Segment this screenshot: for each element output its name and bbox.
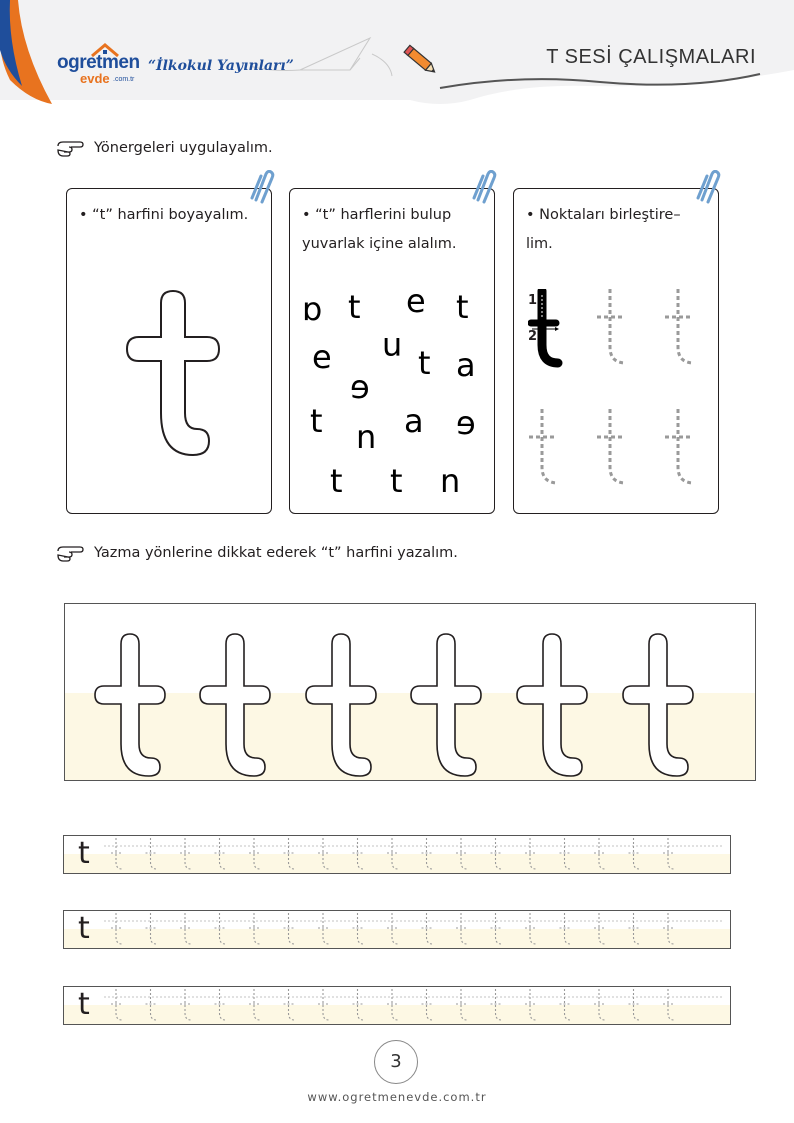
scatter-letter[interactable]: n: [356, 418, 377, 456]
trace-letter-t[interactable]: [200, 634, 270, 776]
dotted-letter-t[interactable]: [662, 287, 702, 369]
dotted-letter-t[interactable]: [249, 838, 260, 869]
paper-clip-icon: [696, 170, 722, 204]
dotted-letter-t[interactable]: [353, 838, 364, 869]
dotted-letter-t[interactable]: [249, 989, 260, 1020]
dotted-letter-t[interactable]: [353, 989, 364, 1020]
pencil-icon: [402, 44, 442, 80]
dotted-letter-t[interactable]: [422, 989, 433, 1020]
dotted-letter-t[interactable]: [180, 913, 191, 944]
dotted-letter-t[interactable]: [456, 989, 467, 1020]
dotted-letter-t[interactable]: [318, 989, 329, 1020]
card-1-text: • “t” harfini boyayalım.: [79, 207, 249, 223]
dotted-letter-t[interactable]: [456, 913, 467, 944]
dotted-letter-t[interactable]: [284, 913, 295, 944]
page-number: 3: [374, 1040, 418, 1084]
card-2-text: [302, 201, 456, 259]
trace-letter-t[interactable]: [306, 634, 376, 776]
dotted-letter-t[interactable]: [594, 989, 605, 1020]
dotted-letter-t[interactable]: [594, 838, 605, 869]
dotted-letter-t[interactable]: [111, 838, 122, 869]
dotted-letter-t[interactable]: [387, 838, 398, 869]
card-2-line-2: yuvarlak içine alalım.: [302, 236, 457, 252]
tracing-panel: [64, 603, 756, 781]
trace-letter-t[interactable]: [95, 634, 165, 776]
dotted-letter-t[interactable]: [525, 913, 536, 944]
dotted-letter-t[interactable]: [491, 838, 502, 869]
dotted-letter-t[interactable]: [284, 838, 295, 869]
dotted-letter-t[interactable]: [180, 838, 191, 869]
trace-letter-t[interactable]: [411, 634, 481, 776]
logo-domain: .com.tr: [113, 76, 135, 83]
dotted-letter-t[interactable]: [560, 913, 571, 944]
dotted-letter-row[interactable]: [104, 836, 724, 873]
tracing-letters: [65, 604, 755, 780]
scatter-letter[interactable]: e: [312, 338, 332, 376]
dotted-letter-t[interactable]: [387, 913, 398, 944]
instruction-text-1: Yönergeleri uygulayalım.: [94, 140, 273, 156]
card-find-letters: [289, 188, 495, 514]
instruction-text-2: Yazma yönlerine dikkat ederek “t” harfini yazalım.: [94, 545, 458, 561]
dotted-letter-t[interactable]: [662, 407, 702, 489]
dotted-letter-t[interactable]: [594, 913, 605, 944]
paper-clip-icon: [472, 170, 498, 204]
dotted-letter-t[interactable]: [629, 989, 640, 1020]
dotted-letter-t[interactable]: [526, 407, 566, 489]
scatter-letter[interactable]: ɘ: [456, 404, 476, 442]
card-2-line-1: • “t” harflerini bulup: [302, 207, 452, 223]
scatter-letter[interactable]: t: [330, 462, 343, 500]
dotted-letter-t[interactable]: [318, 838, 329, 869]
instruction-2: [56, 543, 458, 563]
scatter-letter[interactable]: t: [310, 402, 323, 440]
dotted-letter-t[interactable]: [491, 989, 502, 1020]
dotted-letter-t[interactable]: [387, 989, 398, 1020]
stroke-number-1: 1: [528, 293, 538, 308]
dotted-letter-t[interactable]: [560, 989, 571, 1020]
scatter-letter[interactable]: t: [348, 288, 361, 326]
dotted-letter-t[interactable]: [146, 989, 157, 1020]
pointing-hand-icon: [56, 138, 86, 158]
scatter-letter[interactable]: a: [456, 346, 476, 384]
dotted-letter-t[interactable]: [594, 407, 634, 489]
dotted-letter-t[interactable]: [215, 913, 226, 944]
model-letter: t: [78, 836, 90, 871]
scatter-letter[interactable]: t: [390, 462, 403, 500]
footer-url[interactable]: www.ogretmenevde.com.tr: [307, 1090, 487, 1104]
card-3-line-1: • Noktaları birleştire–: [526, 207, 681, 223]
dotted-letter-t[interactable]: [146, 838, 157, 869]
paper-clip-icon: [250, 170, 276, 204]
dotted-letter-t[interactable]: [180, 989, 191, 1020]
trace-letter-t[interactable]: [517, 634, 587, 776]
instruction-1: [56, 138, 273, 158]
card-3-line-2: lim.: [526, 236, 553, 252]
trace-letter-t[interactable]: [623, 634, 693, 776]
scatter-letter[interactable]: ɒ: [302, 290, 323, 328]
dotted-letter-t[interactable]: [629, 838, 640, 869]
scatter-letter[interactable]: t: [456, 288, 469, 326]
page-title: T SESİ ÇALIŞMALARI: [546, 46, 756, 68]
dotted-letter-t[interactable]: [284, 989, 295, 1020]
logo-word: ogretmen: [57, 52, 140, 73]
logo-sub-word: evde: [80, 71, 110, 86]
card-color-letter: [66, 188, 272, 514]
dotted-letter-t[interactable]: [491, 913, 502, 944]
dotted-letter-t[interactable]: [111, 989, 122, 1020]
dotted-letter-t[interactable]: [353, 913, 364, 944]
dotted-letter-row[interactable]: [104, 911, 724, 948]
dotted-letter-t[interactable]: [215, 989, 226, 1020]
model-letter: t: [78, 911, 90, 946]
card-connect-dots: [513, 188, 719, 514]
dotted-letter-t[interactable]: [422, 838, 433, 869]
dotted-letter-t[interactable]: [456, 838, 467, 869]
practice-strip: [63, 910, 731, 949]
dotted-letter-t[interactable]: [215, 838, 226, 869]
practice-strip: [63, 986, 731, 1025]
scatter-letter[interactable]: n: [440, 462, 461, 500]
dotted-letter-t[interactable]: [111, 913, 122, 944]
model-letter: t: [78, 987, 90, 1022]
scatter-letter[interactable]: ɘ: [350, 368, 370, 406]
pointing-hand-icon: [56, 543, 86, 563]
dotted-letter-t[interactable]: [525, 989, 536, 1020]
dotted-letter-t[interactable]: [663, 989, 674, 1020]
scatter-letter[interactable]: a: [404, 402, 424, 440]
scatter-letter[interactable]: e: [406, 282, 426, 320]
dotted-letter-t[interactable]: [663, 838, 674, 869]
dotted-letter-t[interactable]: [525, 838, 536, 869]
dotted-letter-t[interactable]: [663, 913, 674, 944]
stroke-number-2: 2: [528, 329, 538, 344]
dotted-letter-t[interactable]: [146, 913, 157, 944]
dotted-letter-t[interactable]: [560, 838, 571, 869]
card-3-text: [526, 201, 681, 259]
practice-strip: [63, 835, 731, 874]
outline-letter-t[interactable]: [125, 289, 225, 464]
dotted-letter-t[interactable]: [422, 913, 433, 944]
scatter-letter[interactable]: t: [418, 344, 431, 382]
dotted-letter-row[interactable]: [104, 987, 724, 1024]
dotted-letter-t[interactable]: [318, 913, 329, 944]
logo-tagline: “İlkokul Yayınları”: [148, 58, 294, 74]
dotted-letter-t[interactable]: [629, 913, 640, 944]
scatter-letter[interactable]: n: [382, 330, 403, 368]
dotted-letter-t[interactable]: [249, 913, 260, 944]
dotted-letter-t[interactable]: [594, 287, 634, 369]
